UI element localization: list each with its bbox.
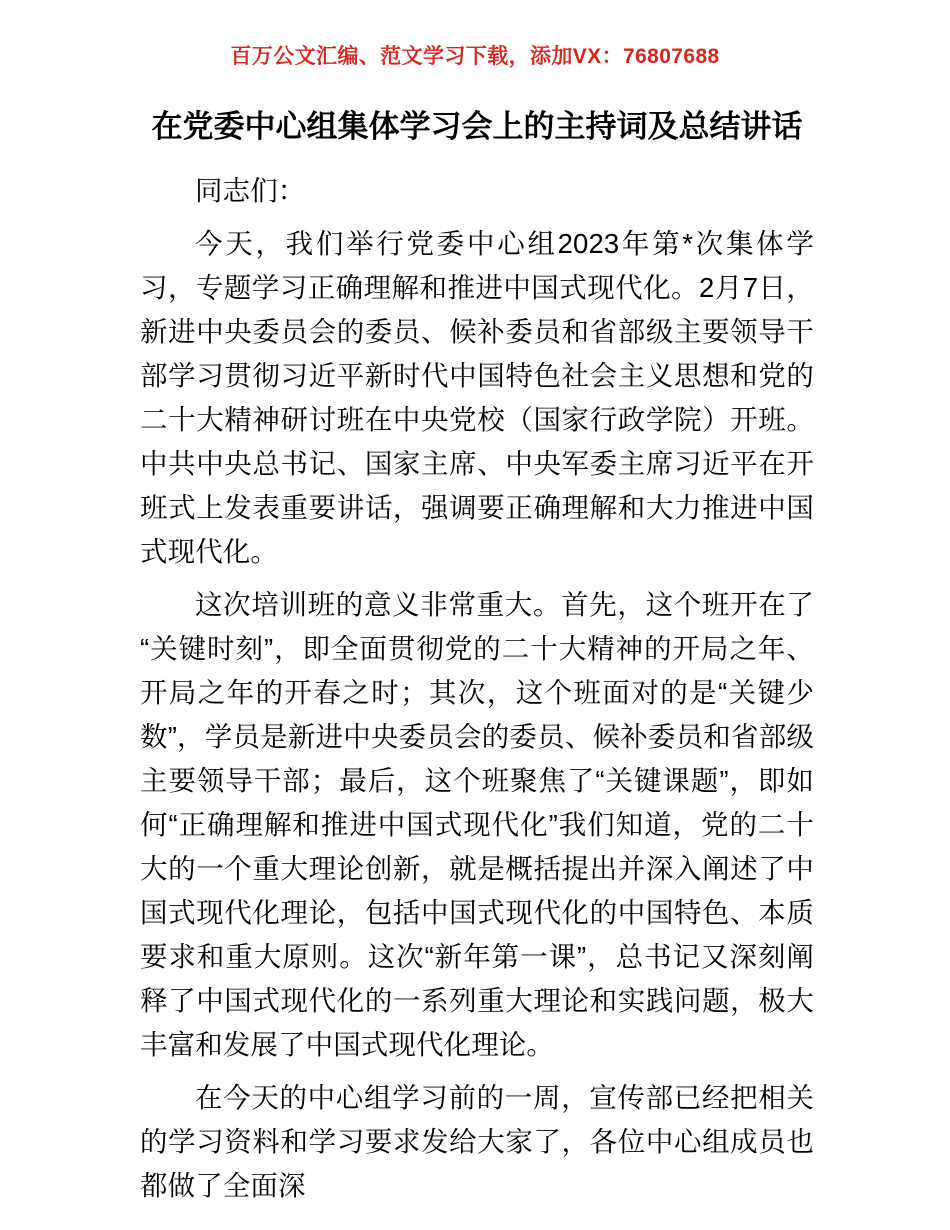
page-title: 在党委中心组集体学习会上的主持词及总结讲话 — [151, 109, 803, 144]
promo-header-text: 百万公文汇编、范文学习下载，添加VX：76807688 — [230, 45, 720, 68]
body-paragraph-1: 今天，我们举行党委中心组2023年第*次集体学习，专题学习正确理解和推进中国式现代化。2月7日，新进中央委员会的委员、候补委员和省部级主要领导干部学习贯彻习近平新时代中国特色社会主义思想和党的二十大精神研讨班在中央党校（国家行政学院）开班。中共中央总书记、国家主席、中央军委主席习近平在开班式上发表重要讲话，强调要正确理解和大力推进中国式现代化。 — [140, 228, 814, 567]
body-paragraph-2: 这次培训班的意义非常重大。首先，这个班开在了“关键时刻”，即全面贯彻党的二十大精神的开局之年、开局之年的开春之时；其次，这个班面对的是“关键少数”，学员是新进中央委员会的委员、候补委员和省部级主要领导干部；最后，这个班聚焦了“关键课题”，即如何“正确理解和推进中国式现代化”我们知道，党的二十大的一个重大理论创新，就是概括提出并深入阐述了中国式现代化理论，包括中国式现代化的中国特色、本质要求和重大原则。这次“新年第一课”，总书记又深刻阐释了中国式现代化的一系列重大理论和实践问题，极大丰富和发展了中国式现代化理论。 — [140, 589, 814, 1060]
body-paragraph-3: 在今天的中心组学习前的一周，宣传部已经把相关的学习资料和学习要求发给大家了，各位中心组成员也都做了全面深 — [140, 1082, 814, 1201]
document-body — [140, 104, 814, 1208]
salutation: 同志们： — [195, 175, 306, 206]
